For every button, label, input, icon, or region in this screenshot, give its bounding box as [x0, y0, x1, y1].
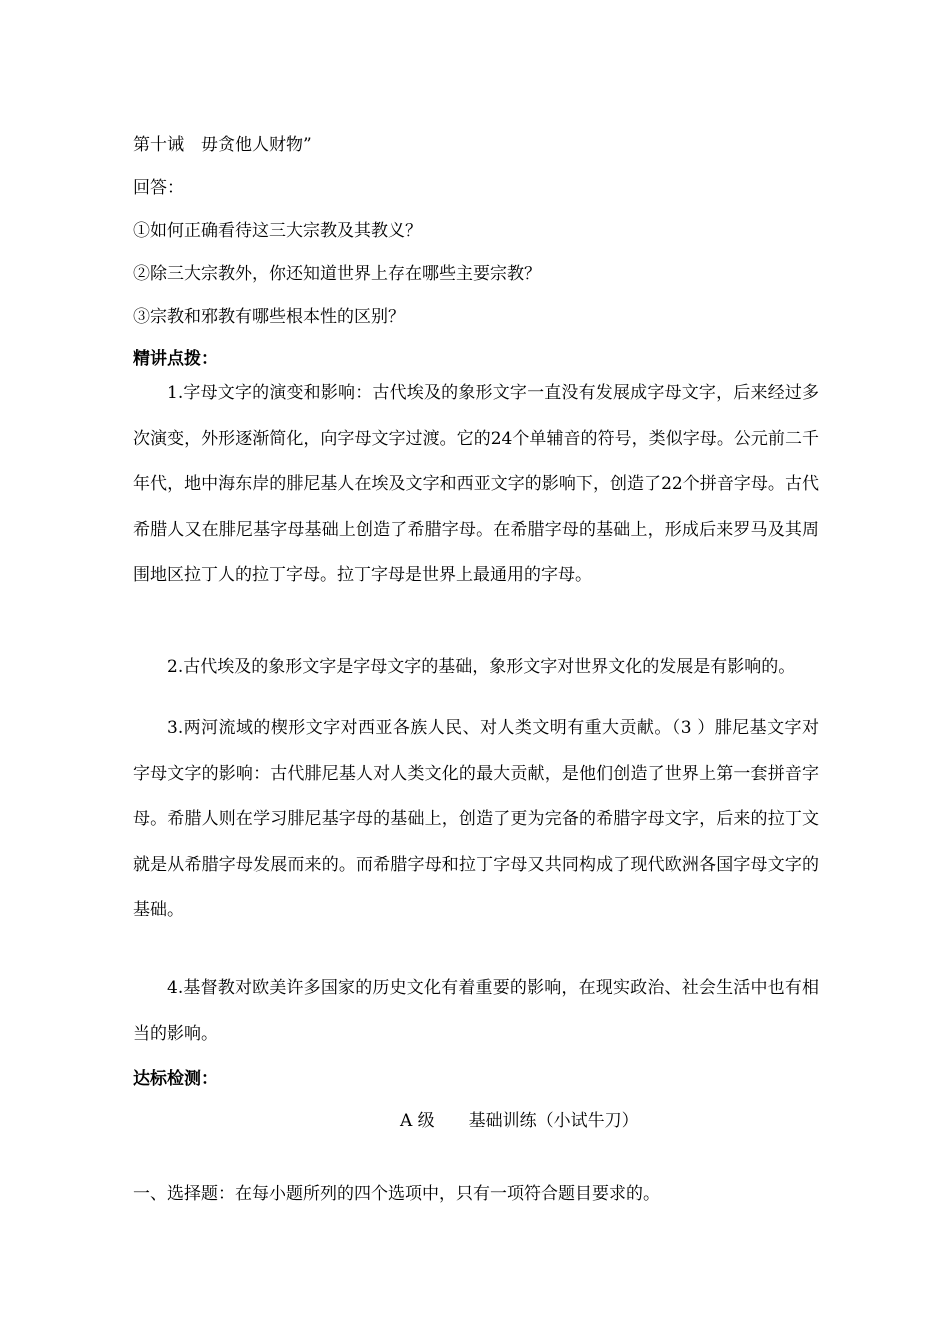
explanation-paragraph-2: 2.古代埃及的象形文字是字母文字的基础，象形文字对世界文化的发展是有影响的。: [167, 657, 796, 677]
commandment-line: 第十诫 毋贪他人财物”: [133, 135, 312, 155]
question-2: ②除三大宗教外，你还知道世界上存在哪些主要宗教？: [133, 264, 541, 284]
explanation-heading: 精讲点拨：: [133, 349, 218, 369]
answer-label: 回答：: [133, 178, 184, 198]
question-1: ①如何正确看待这三大宗教及其教义？: [133, 221, 422, 241]
test-heading: 达标检测：: [133, 1069, 218, 1089]
question-3: ③宗教和邪教有哪些根本性的区别？: [133, 307, 405, 327]
level-title: A 级 基础训练（小试牛刀）: [400, 1111, 639, 1131]
choice-section-title: 一、选择题：在每小题所列的四个选项中，只有一项符合题目要求的。: [133, 1184, 660, 1204]
explanation-paragraph-3: 3.两河流域的楔形文字对西亚各族人民、对人类文明有重大贡献。（3 ）腓尼基文字对字母文字的影响：古代腓尼基人对人类文化的最大贡献，是他们创造了世界上第一套拼音字母。希腊人则在学习腓尼基字母的基础上，创造了更为完备的希腊字母文字，后来的拉丁文就是从希腊字母发展而来的。而希腊字母和拉丁字母又共同构成了现代欧洲各国字母文字的基础。: [133, 718, 819, 920]
explanation-paragraph-1: 1.字母文字的演变和影响：古代埃及的象形文字一直没有发展成字母文字，后来经过多次演变，外形逐渐简化，向字母文字过渡。它的24个单辅音的符号，类似字母。公元前二千年代，地中海东岸的腓尼基人在埃及文字和西亚文字的影响下，创造了22个拼音字母。古代希腊人又在腓尼基字母基础上创造了希腊字母。在希腊字母的基础上，形成后来罗马及其周围地区拉丁人的拉丁字母。拉丁字母是世界上最通用的字母。: [133, 383, 819, 585]
explanation-paragraph-4: 4.基督教对欧美许多国家的历史文化有着重要的影响，在现实政治、社会生活中也有相当的影响。: [133, 978, 819, 1044]
